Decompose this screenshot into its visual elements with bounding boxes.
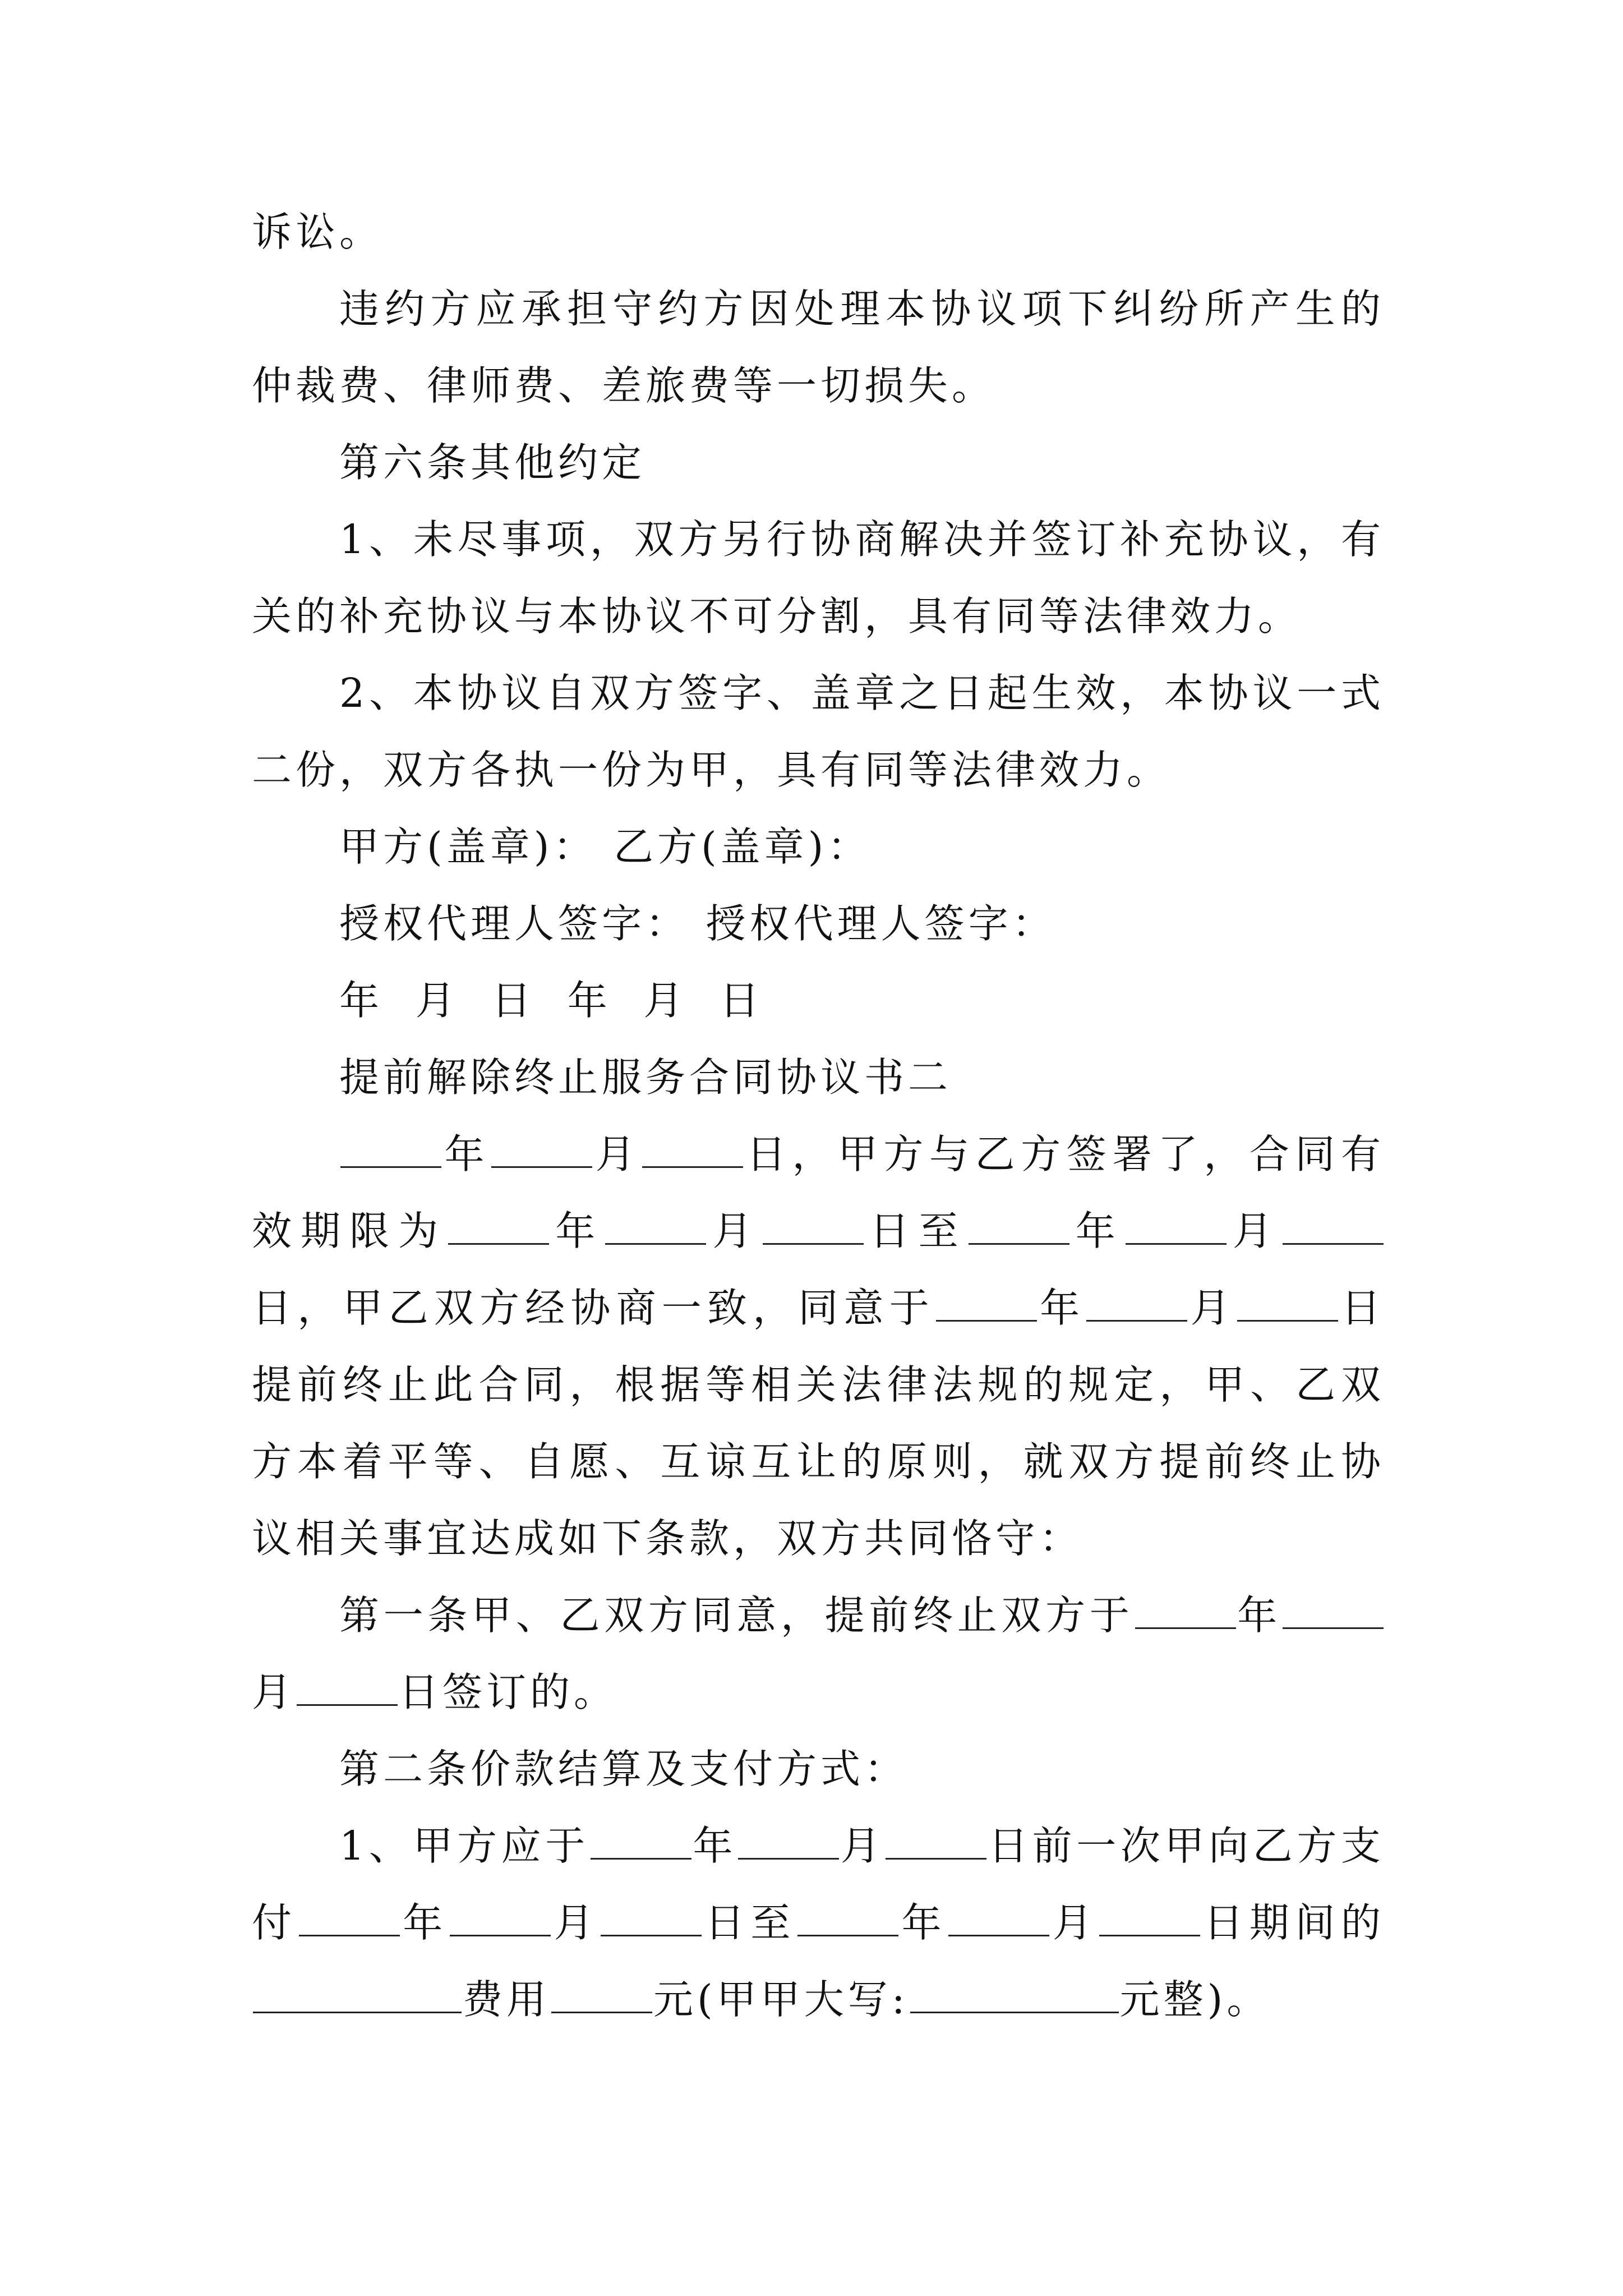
text-segment: 年 bbox=[899, 1899, 948, 1946]
fill-blank[interactable] bbox=[551, 1978, 652, 2013]
text-segment: 日期间的 bbox=[1201, 1899, 1385, 1946]
fill-blank[interactable] bbox=[1283, 1209, 1384, 1245]
text-segment: 月 bbox=[707, 1208, 762, 1254]
date-line bbox=[252, 962, 1385, 1039]
fill-blank[interactable] bbox=[1126, 1209, 1227, 1245]
text-segment: 年 bbox=[1070, 1208, 1124, 1254]
paragraph-lawsuit bbox=[252, 194, 1385, 270]
fill-blank[interactable] bbox=[591, 1824, 691, 1860]
text-segment: 日提前终止此合同，根据等相关法律法规的规定，甲、乙双方本着平等、自愿、互谅互让的原则，就双方提前终止协议相关事宜达成如下条款，双方共同恪守： bbox=[252, 1285, 1385, 1562]
heading-text: 第六条其他约定 bbox=[339, 439, 646, 486]
text-segment: 日签订的。 bbox=[399, 1669, 618, 1715]
title-text: 提前解除终止服务合同协议书二 bbox=[339, 1054, 952, 1101]
paragraph-text: 1、未尽事项，双方另行协商解决并签订补充协议，有关的补充协议与本协议不可分割，具有同等法律效力。 bbox=[252, 516, 1385, 639]
text-segment: 日至 bbox=[703, 1899, 796, 1946]
fill-blank[interactable] bbox=[797, 1901, 898, 1936]
text-segment: 1、甲方应于 bbox=[339, 1823, 589, 1869]
text-segment: 月 bbox=[1227, 1208, 1281, 1254]
fill-blank[interactable] bbox=[605, 1209, 706, 1245]
heading-text: 第二条价款结算及支付方式： bbox=[339, 1746, 909, 1792]
clause-6-1 bbox=[252, 501, 1385, 655]
fill-blank[interactable] bbox=[886, 1824, 986, 1860]
fill-blank[interactable] bbox=[448, 1209, 549, 1245]
text-segment: 年 bbox=[550, 1208, 605, 1254]
text-segment: 月 bbox=[1188, 1285, 1236, 1331]
clause-6-2 bbox=[252, 655, 1385, 808]
fill-blank[interactable] bbox=[738, 1824, 839, 1860]
seal-text: 甲方(盖章)： 乙方(盖章)： bbox=[339, 823, 872, 870]
fill-blank[interactable] bbox=[642, 1133, 743, 1168]
fill-blank[interactable] bbox=[948, 1901, 1049, 1936]
paragraph-text: 诉讼。 bbox=[252, 209, 384, 255]
paragraph-text: 违约方应承担守约方因处理本协议项下纠纷所产生的仲裁费、律师费、差旅费等一切损失。 bbox=[252, 286, 1385, 409]
fill-blank[interactable] bbox=[969, 1209, 1069, 1245]
article-6-heading bbox=[252, 424, 1385, 501]
fill-blank[interactable] bbox=[601, 1901, 702, 1936]
fill-blank[interactable] bbox=[299, 1901, 400, 1936]
agreement-preamble bbox=[252, 1116, 1385, 1577]
fill-blank[interactable] bbox=[297, 1671, 398, 1706]
text-segment: 元(甲甲大写: bbox=[653, 1976, 909, 2023]
text-segment: 月 bbox=[593, 1131, 642, 1177]
signature-text: 授权代理人签字： 授权代理人签字： bbox=[339, 900, 1056, 947]
text-segment: 年 bbox=[442, 1131, 491, 1177]
text-segment: 日，甲方与乙方签署了，合同有效期限为 bbox=[252, 1131, 1385, 1254]
text-segment: 日前一次甲向乙方支付 bbox=[252, 1823, 1385, 1946]
text-segment: 日，甲乙双方经协商一致，同意于 bbox=[252, 1285, 935, 1331]
fill-blank[interactable] bbox=[253, 1978, 462, 2013]
text-segment: 月 bbox=[551, 1899, 600, 1946]
paragraph-breach-costs bbox=[252, 270, 1385, 424]
fill-blank[interactable] bbox=[1135, 1594, 1236, 1629]
fill-blank[interactable] bbox=[450, 1901, 551, 1936]
text-segment: 年 bbox=[400, 1899, 449, 1946]
fill-blank[interactable] bbox=[910, 1978, 1119, 2013]
paragraph-text: 2、本协议自双方签字、盖章之日起生效，本协议一式二份，双方各执一份为甲，具有同等法律效力。 bbox=[252, 670, 1385, 793]
text-segment: 月 bbox=[1050, 1899, 1099, 1946]
fill-blank[interactable] bbox=[340, 1133, 441, 1168]
fill-blank[interactable] bbox=[1099, 1901, 1200, 1936]
fill-blank[interactable] bbox=[763, 1209, 864, 1245]
text-segment: 年 bbox=[692, 1823, 737, 1869]
fill-blank[interactable] bbox=[1086, 1286, 1187, 1322]
fill-blank[interactable] bbox=[1283, 1594, 1384, 1629]
text-segment: 第一条甲、乙双方同意，提前终止双方于 bbox=[339, 1592, 1134, 1639]
seal-line bbox=[252, 808, 1385, 885]
text-segment: 年 bbox=[1038, 1285, 1086, 1331]
text-segment: 年 bbox=[1237, 1592, 1281, 1639]
text-segment: 日至 bbox=[864, 1208, 967, 1254]
fill-blank[interactable] bbox=[936, 1286, 1037, 1322]
document-body bbox=[252, 194, 1385, 2038]
signature-line bbox=[252, 885, 1385, 962]
text-segment: 月 bbox=[252, 1669, 296, 1715]
clause-2-1 bbox=[252, 1807, 1385, 2038]
agreement-2-title bbox=[252, 1039, 1385, 1116]
date-text: 年 月 日 年 月 日 bbox=[339, 977, 763, 1024]
text-segment: 费用 bbox=[463, 1976, 551, 2023]
fill-blank[interactable] bbox=[491, 1133, 592, 1168]
article-1 bbox=[252, 1577, 1385, 1731]
text-segment: 月 bbox=[840, 1823, 885, 1869]
fill-blank[interactable] bbox=[1237, 1286, 1338, 1322]
article-2-heading bbox=[252, 1731, 1385, 1807]
text-segment: 元整)。 bbox=[1119, 1976, 1271, 2023]
